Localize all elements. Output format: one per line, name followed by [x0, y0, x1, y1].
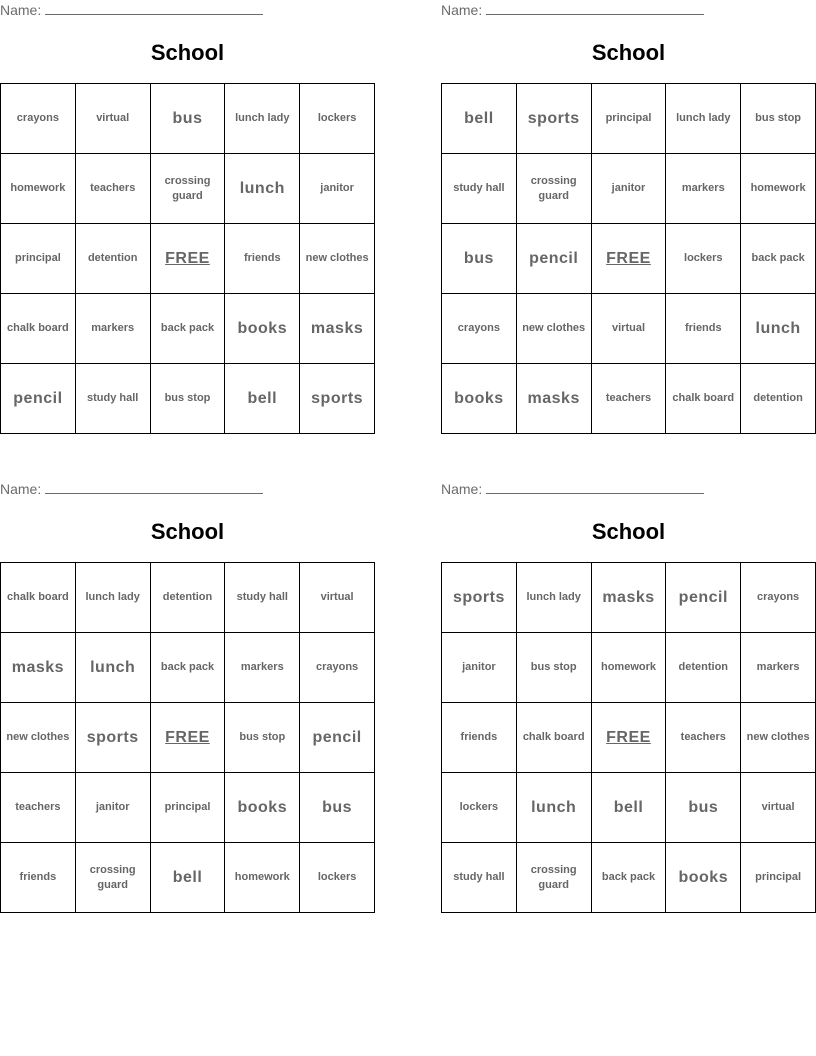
bingo-cell[interactable]: principal	[741, 843, 816, 913]
name-label: Name:	[0, 481, 42, 497]
bingo-cell[interactable]: virtual	[76, 84, 151, 154]
name-field	[441, 2, 704, 18]
bingo-cell[interactable]: bell	[592, 773, 667, 843]
bingo-cell[interactable]: friends	[225, 224, 300, 294]
bingo-cell[interactable]: new clothes	[1, 703, 76, 773]
bingo-cell[interactable]: crossing guard	[76, 843, 151, 913]
bingo-cell[interactable]: study hall	[442, 843, 517, 913]
name-field	[441, 481, 704, 497]
bingo-cell[interactable]: teachers	[76, 154, 151, 224]
bingo-cell[interactable]: crossing guard	[517, 843, 592, 913]
free-space[interactable]: FREE	[151, 703, 226, 773]
bingo-cell[interactable]: lockers	[300, 84, 375, 154]
bingo-cell[interactable]: markers	[741, 633, 816, 703]
bingo-cell[interactable]: principal	[592, 84, 667, 154]
bingo-cell[interactable]: bus stop	[225, 703, 300, 773]
bingo-cell[interactable]: friends	[442, 703, 517, 773]
bingo-grid	[441, 83, 816, 434]
bingo-cell[interactable]: detention	[151, 563, 226, 633]
name-underline[interactable]	[45, 482, 263, 494]
bingo-cell[interactable]: masks	[592, 563, 667, 633]
bingo-cell[interactable]: study hall	[442, 154, 517, 224]
bingo-cell[interactable]: friends	[1, 843, 76, 913]
name-field	[0, 481, 263, 497]
bingo-cell[interactable]: markers	[225, 633, 300, 703]
bingo-cell[interactable]: bus	[442, 224, 517, 294]
bingo-cell[interactable]: books	[442, 364, 517, 434]
bingo-cell[interactable]: principal	[1, 224, 76, 294]
bingo-cell[interactable]: lunch	[517, 773, 592, 843]
bingo-cell[interactable]: chalk board	[517, 703, 592, 773]
bingo-cell[interactable]: pencil	[1, 364, 76, 434]
bingo-cell[interactable]: lockers	[442, 773, 517, 843]
bingo-cell[interactable]: lockers	[300, 843, 375, 913]
bingo-cell[interactable]: teachers	[592, 364, 667, 434]
bingo-cell[interactable]: lunch lady	[517, 563, 592, 633]
bingo-cell[interactable]: sports	[76, 703, 151, 773]
name-field	[0, 2, 263, 18]
bingo-cell[interactable]: lunch	[741, 294, 816, 364]
bingo-card-2	[441, 0, 816, 440]
bingo-cell[interactable]: markers	[76, 294, 151, 364]
bingo-cell[interactable]: chalk board	[1, 294, 76, 364]
bingo-cell[interactable]: homework	[592, 633, 667, 703]
bingo-cell[interactable]: books	[225, 773, 300, 843]
bingo-cell[interactable]: back pack	[592, 843, 667, 913]
bingo-cell[interactable]: back pack	[741, 224, 816, 294]
bingo-cell[interactable]: pencil	[517, 224, 592, 294]
bingo-cell[interactable]: chalk board	[1, 563, 76, 633]
free-space[interactable]: FREE	[592, 703, 667, 773]
name-label: Name:	[441, 481, 483, 497]
bingo-cell[interactable]: books	[225, 294, 300, 364]
bingo-cell[interactable]: new clothes	[741, 703, 816, 773]
free-space[interactable]: FREE	[151, 224, 226, 294]
bingo-cell[interactable]: lunch lady	[666, 84, 741, 154]
bingo-grid	[0, 83, 375, 434]
name-label: Name:	[0, 2, 42, 18]
bingo-cell[interactable]: detention	[76, 224, 151, 294]
bingo-cell[interactable]: lunch	[76, 633, 151, 703]
bingo-cell[interactable]: teachers	[666, 703, 741, 773]
name-underline[interactable]	[486, 482, 704, 494]
bingo-cell[interactable]: crayons	[442, 294, 517, 364]
bingo-cell[interactable]: detention	[741, 364, 816, 434]
bingo-cell[interactable]: chalk board	[666, 364, 741, 434]
bingo-cell[interactable]: virtual	[592, 294, 667, 364]
name-underline[interactable]	[45, 3, 263, 15]
bingo-cell[interactable]: bus	[300, 773, 375, 843]
bingo-cell[interactable]: bus	[151, 84, 226, 154]
bingo-cell[interactable]: bus	[666, 773, 741, 843]
bingo-cell[interactable]: bell	[225, 364, 300, 434]
bingo-cell[interactable]: virtual	[741, 773, 816, 843]
bingo-cell[interactable]: janitor	[592, 154, 667, 224]
bingo-cell[interactable]: homework	[225, 843, 300, 913]
bingo-cell[interactable]: lunch lady	[76, 563, 151, 633]
bingo-cell[interactable]: janitor	[442, 633, 517, 703]
bingo-cell[interactable]: books	[666, 843, 741, 913]
bingo-cell[interactable]: virtual	[300, 563, 375, 633]
bingo-card-1	[0, 0, 375, 440]
bingo-cell[interactable]: masks	[517, 364, 592, 434]
bingo-grid	[441, 562, 816, 913]
bingo-cell[interactable]: new clothes	[300, 224, 375, 294]
bingo-cell[interactable]: bus stop	[517, 633, 592, 703]
bingo-cell[interactable]: masks	[300, 294, 375, 364]
bingo-card-3	[0, 479, 375, 919]
bingo-cell[interactable]: janitor	[76, 773, 151, 843]
bingo-cell[interactable]: new clothes	[517, 294, 592, 364]
bingo-cell[interactable]: lockers	[666, 224, 741, 294]
card-title: School	[150, 519, 225, 544]
free-space[interactable]: FREE	[592, 224, 667, 294]
bingo-card-4	[441, 479, 816, 919]
bingo-cell[interactable]: sports	[442, 563, 517, 633]
bingo-cell[interactable]: detention	[666, 633, 741, 703]
bingo-grid	[0, 562, 375, 913]
bingo-cell[interactable]: homework	[1, 154, 76, 224]
bingo-cell[interactable]: bus stop	[151, 364, 226, 434]
bingo-cell[interactable]: lunch lady	[225, 84, 300, 154]
bingo-cell[interactable]: masks	[1, 633, 76, 703]
bingo-cell[interactable]: bell	[442, 84, 517, 154]
card-title: School	[591, 519, 666, 544]
bingo-cell[interactable]: homework	[741, 154, 816, 224]
bingo-cell[interactable]: friends	[666, 294, 741, 364]
bingo-cell[interactable]: sports	[517, 84, 592, 154]
bingo-cell[interactable]: principal	[151, 773, 226, 843]
bingo-cell[interactable]: study hall	[76, 364, 151, 434]
name-label: Name:	[441, 2, 483, 18]
name-underline[interactable]	[486, 3, 704, 15]
card-title: School	[150, 40, 225, 65]
bingo-cell[interactable]: sports	[300, 364, 375, 434]
card-title: School	[591, 40, 666, 65]
bingo-cell[interactable]: crayons	[300, 633, 375, 703]
bingo-cell[interactable]: crayons	[741, 563, 816, 633]
bingo-cell[interactable]: crossing guard	[151, 154, 226, 224]
bingo-cell[interactable]: bell	[151, 843, 226, 913]
bingo-cell[interactable]: bus stop	[741, 84, 816, 154]
bingo-cell[interactable]: pencil	[666, 563, 741, 633]
bingo-cell[interactable]: lunch	[225, 154, 300, 224]
bingo-cell[interactable]: pencil	[300, 703, 375, 773]
bingo-cell[interactable]: study hall	[225, 563, 300, 633]
bingo-cell[interactable]: crossing guard	[517, 154, 592, 224]
bingo-cell[interactable]: janitor	[300, 154, 375, 224]
bingo-cell[interactable]: back pack	[151, 294, 226, 364]
bingo-cell[interactable]: markers	[666, 154, 741, 224]
bingo-cell[interactable]: back pack	[151, 633, 226, 703]
bingo-cell[interactable]: crayons	[1, 84, 76, 154]
bingo-cell[interactable]: teachers	[1, 773, 76, 843]
